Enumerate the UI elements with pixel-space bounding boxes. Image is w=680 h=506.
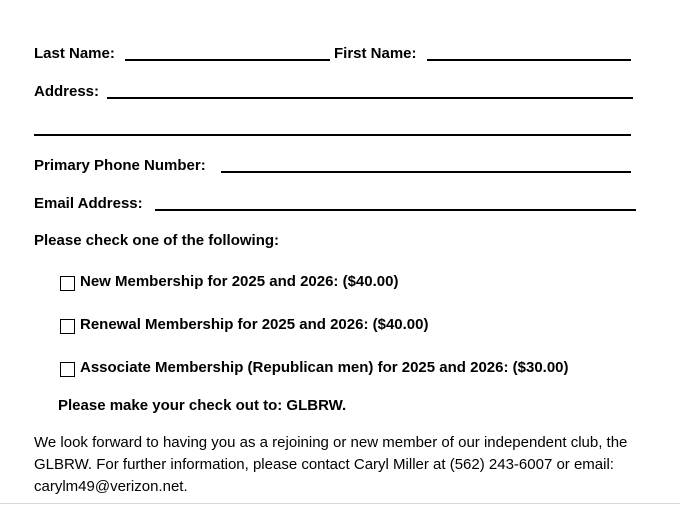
associate-membership-checkbox[interactable] xyxy=(60,362,75,377)
last-name-field[interactable] xyxy=(125,59,330,61)
check-payable-note: Please make your check out to: GLBRW. xyxy=(58,397,347,414)
closing-paragraph: We look forward to having you as a rejoining or new member of our independent club, the GLBRW. For further information, please contact Caryl Miller at (562) 243-6007 or email: carylm49@verizon.net. xyxy=(34,434,628,495)
address-field-line1[interactable] xyxy=(107,97,633,99)
last-name-label: Last Name: xyxy=(34,45,115,62)
phone-field[interactable] xyxy=(221,171,631,173)
first-name-label: First Name: xyxy=(334,45,417,62)
renewal-membership-checkbox[interactable] xyxy=(60,319,75,334)
address-label: Address: xyxy=(34,83,100,100)
associate-membership-label: Associate Membership (Republican men) for 2025 and 2026: ($30.00) xyxy=(80,359,569,376)
check-prompt: Please check one of the following: xyxy=(34,232,280,249)
option-renewal-membership[interactable] xyxy=(60,316,428,334)
address-field-line2[interactable] xyxy=(34,134,631,136)
phone-label: Primary Phone Number: xyxy=(34,157,206,174)
email-field[interactable] xyxy=(155,209,636,211)
new-membership-label: New Membership for 2025 and 2026: ($40.00) xyxy=(80,273,399,290)
email-label: Email Address: xyxy=(34,195,143,212)
option-associate-membership[interactable] xyxy=(60,359,569,377)
first-name-field[interactable] xyxy=(427,59,631,61)
option-new-membership[interactable] xyxy=(60,273,398,291)
renewal-membership-label: Renewal Membership for 2025 and 2026: ($40.00) xyxy=(80,316,429,333)
page-edge-divider xyxy=(0,503,680,504)
new-membership-checkbox[interactable] xyxy=(60,276,75,291)
